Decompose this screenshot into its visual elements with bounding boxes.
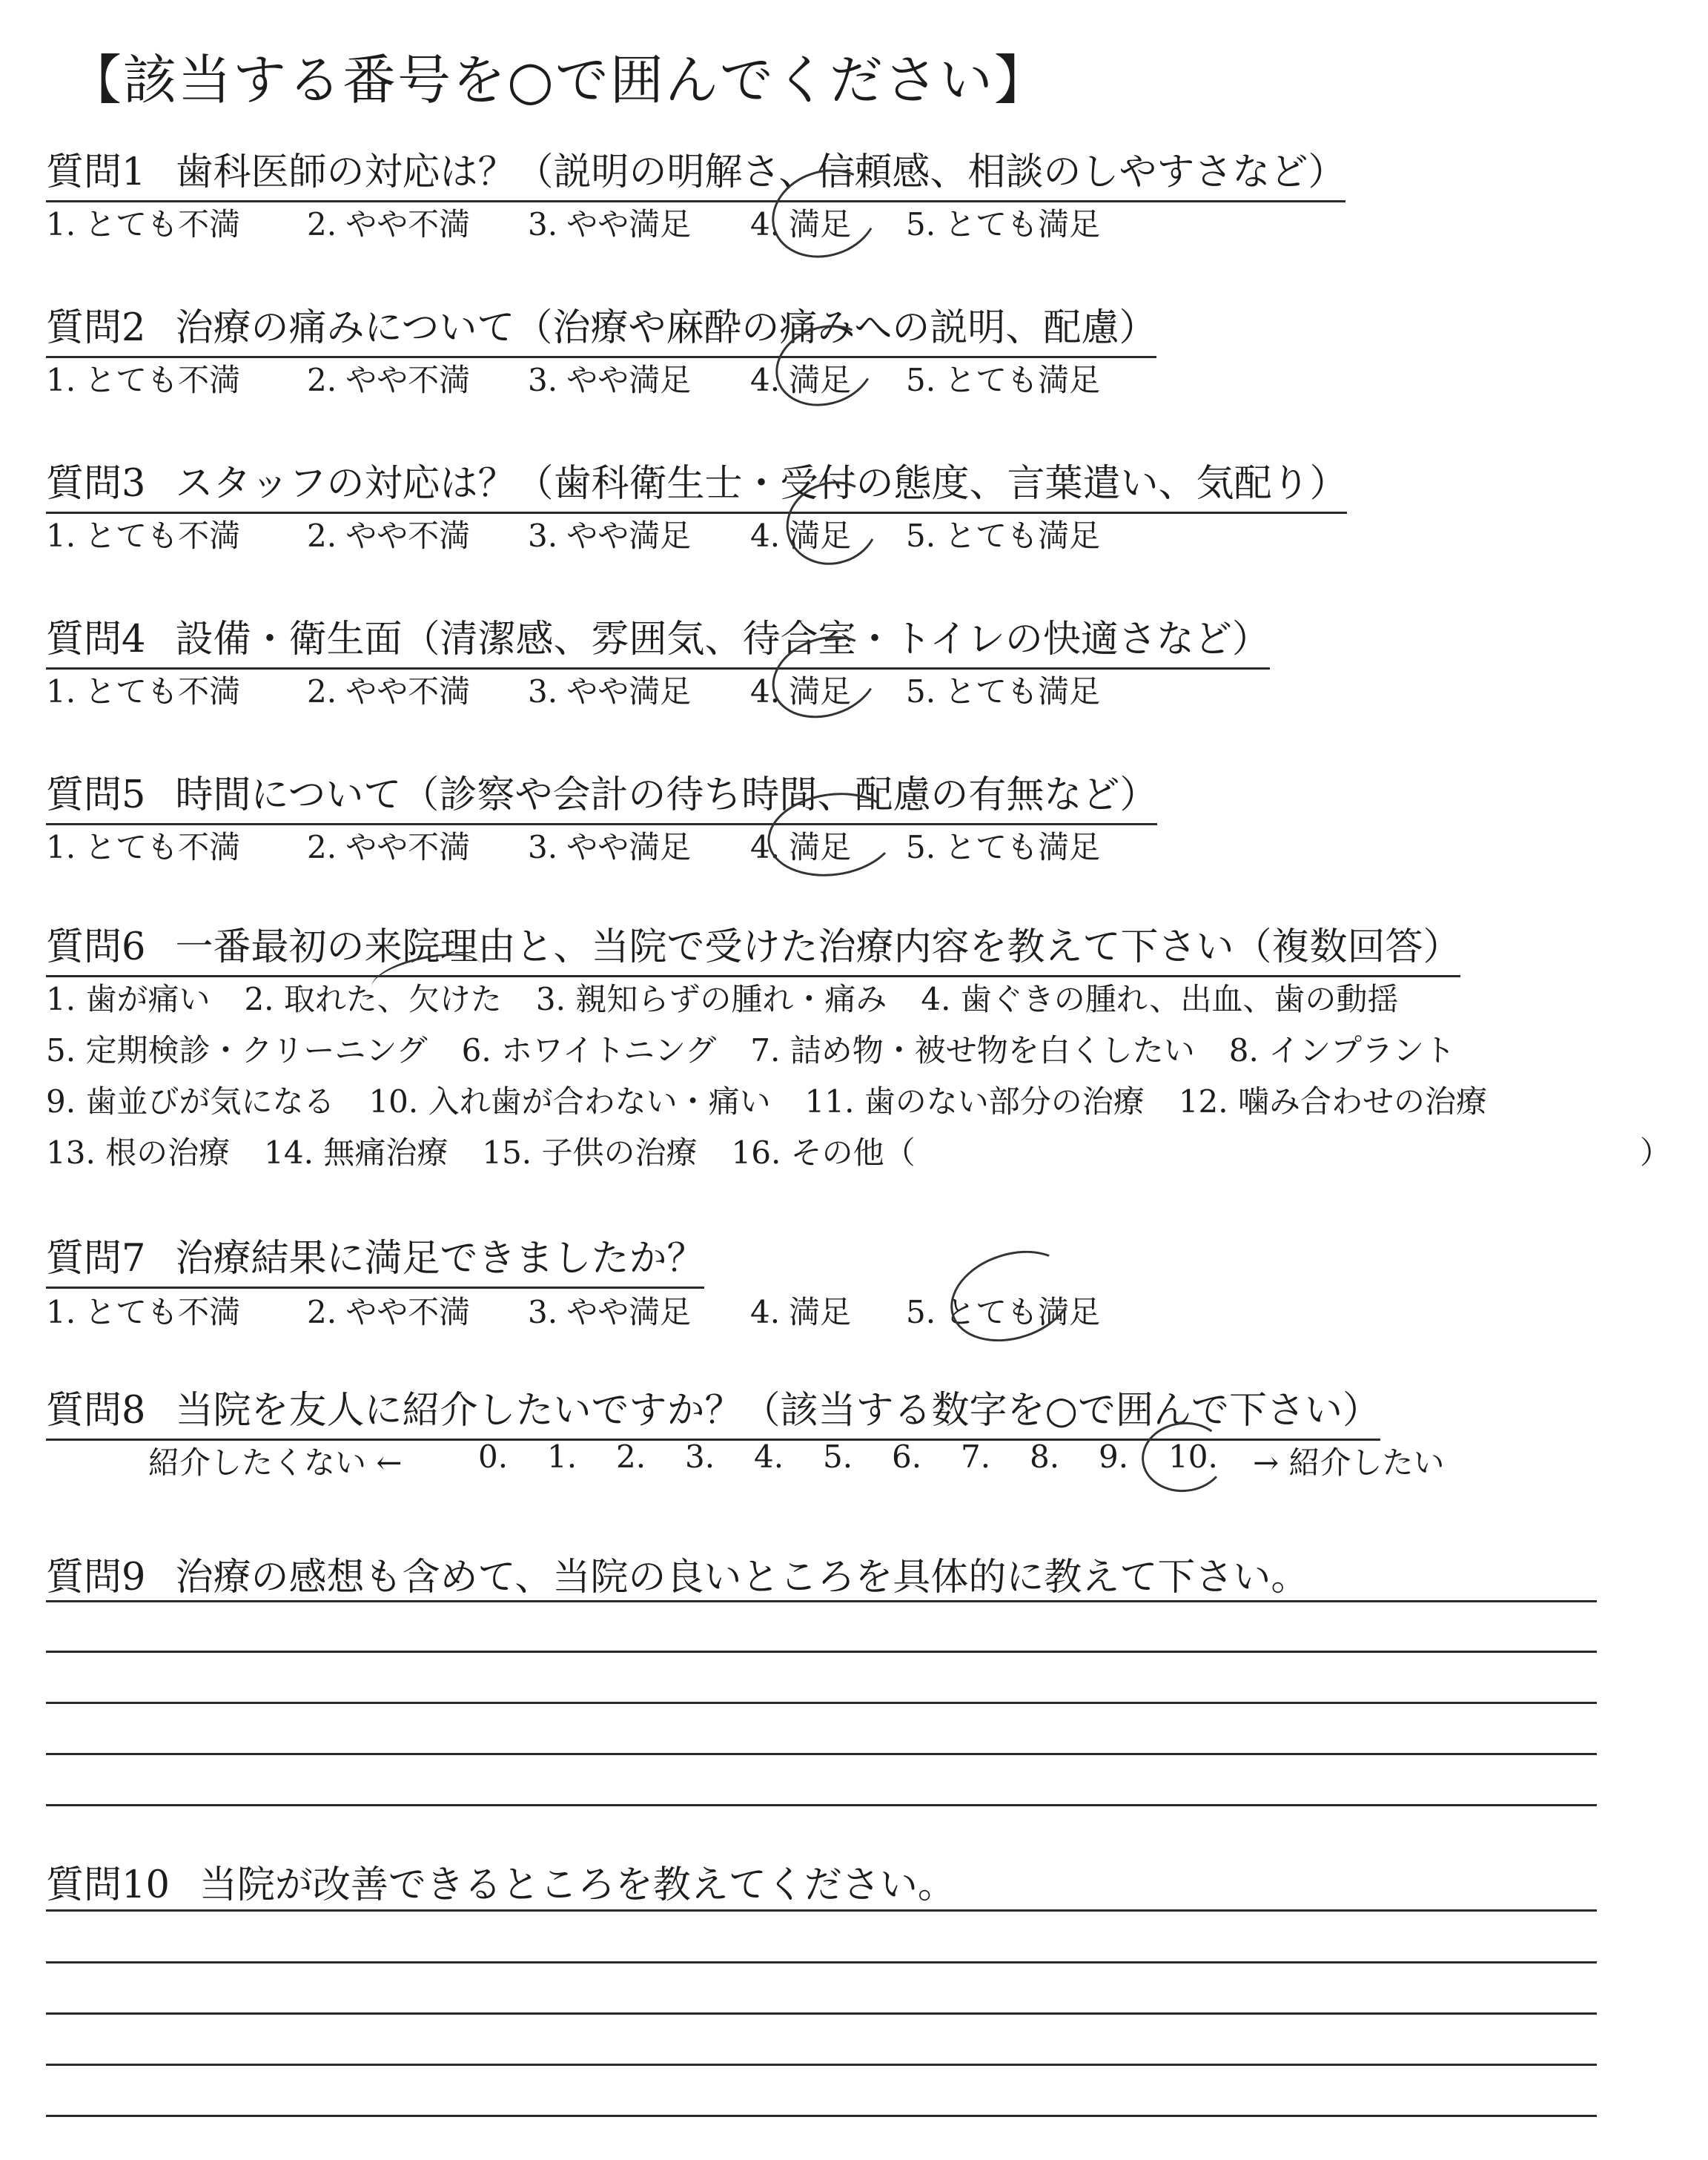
question-6-options-row-2: [46, 1026, 1489, 1071]
question-number: 質問6: [46, 925, 146, 969]
answer-line[interactable]: [46, 2012, 1597, 2015]
option[interactable]: 5. とても満足: [906, 362, 1101, 398]
option[interactable]: 3. やや満足: [528, 829, 692, 865]
question-7-title: [46, 1227, 704, 1289]
option[interactable]: 4. 満足: [750, 829, 852, 865]
scale-option[interactable]: 8.: [1030, 1439, 1060, 1475]
option[interactable]: 3. やや満足: [528, 362, 692, 398]
question-10-title: [46, 1854, 956, 1913]
option[interactable]: 14. 無痛治療: [264, 1135, 448, 1171]
question-6-options-row-1: [46, 975, 1432, 1020]
question-2-title: [46, 297, 1156, 358]
option[interactable]: 11. 歯のない部分の治療: [804, 1083, 1145, 1120]
scale-right-label: → 紹介したい: [1253, 1444, 1445, 1481]
question-number: 質問3: [46, 462, 146, 506]
question-number: 質問7: [46, 1237, 146, 1281]
option[interactable]: 1. とても不満: [46, 829, 241, 865]
scale-option[interactable]: 2.: [616, 1439, 646, 1475]
option[interactable]: 5. とても満足: [906, 206, 1101, 242]
question-number: 質問10: [46, 1863, 170, 1907]
scale-option[interactable]: 5.: [823, 1439, 853, 1475]
question-number: 質問2: [46, 306, 146, 350]
option[interactable]: 1. とても不満: [46, 362, 241, 398]
question-text: 治療の感想も含めて、当院の良いところを具体的に教えて下さい。: [175, 1556, 1309, 1599]
option[interactable]: 3. やや満足: [528, 1294, 692, 1330]
option[interactable]: 2. やや不満: [307, 206, 471, 242]
question-4-title: [46, 608, 1270, 670]
option[interactable]: 1. とても不満: [46, 673, 241, 710]
option[interactable]: 6. ホワイトニング: [461, 1032, 717, 1069]
option[interactable]: 12. 噛み合わせの治療: [1178, 1083, 1487, 1120]
option[interactable]: 5. 定期検診・クリーニング: [46, 1032, 428, 1069]
selection-circle: [939, 1235, 1085, 1356]
option[interactable]: 2. やや不満: [307, 518, 471, 554]
answer-line[interactable]: [46, 2115, 1597, 2117]
option[interactable]: 3. やや満足: [528, 206, 692, 242]
option[interactable]: 13. 根の治療: [46, 1135, 231, 1171]
scale-option[interactable]: 0.: [478, 1439, 509, 1475]
question-text: スタッフの対応は？（歯科衛生士・受付の態度、言葉遣い、気配り）: [175, 462, 1348, 506]
question-text: 時間について（診察や会計の待ち時間、配慮の有無など）: [175, 773, 1158, 817]
answer-line[interactable]: [46, 2064, 1597, 2066]
option[interactable]: 4. 歯ぐきの腫れ、出血、歯の動揺: [921, 981, 1399, 1017]
question-number: 質問9: [46, 1556, 146, 1599]
question-9-title: [46, 1546, 1308, 1605]
scale-option[interactable]: 9.: [1099, 1439, 1129, 1475]
option[interactable]: 4. 満足: [750, 362, 852, 398]
answer-line[interactable]: [46, 1600, 1597, 1602]
question-1-title: [46, 141, 1345, 202]
question-3-title: [46, 452, 1347, 514]
question-number: 質問8: [46, 1389, 146, 1433]
question-text: 歯科医師の対応は？（説明の明解さ、信頼感、相談のしやすさなど）: [175, 151, 1346, 194]
option[interactable]: 10. 入れ歯が合わない・痛い: [368, 1083, 771, 1120]
question-5-title: [46, 764, 1157, 825]
other-close-paren: ）: [1640, 1135, 1672, 1171]
option[interactable]: 5. とても満足: [906, 829, 1101, 865]
question-number: 質問4: [46, 618, 146, 661]
option[interactable]: 2. やや不満: [307, 362, 471, 398]
answer-line[interactable]: [46, 1753, 1597, 1755]
scale-option[interactable]: 3.: [685, 1439, 715, 1475]
answer-line[interactable]: [46, 1961, 1597, 1964]
option[interactable]: 7. 詰め物・被せ物を白くしたい: [750, 1032, 1195, 1069]
answer-line[interactable]: [46, 1804, 1597, 1806]
option[interactable]: 8. インプラント: [1228, 1032, 1456, 1069]
question-text: 一番最初の来院理由と、当院で受けた治療内容を教えて下さい（複数回答）: [175, 925, 1461, 969]
option[interactable]: 2. やや不満: [307, 673, 471, 710]
answer-line[interactable]: [46, 1909, 1597, 1912]
option[interactable]: 5. とても満足: [906, 1294, 1101, 1330]
scale-option[interactable]: 1.: [547, 1439, 577, 1475]
option[interactable]: 3. やや満足: [528, 673, 692, 710]
option[interactable]: 4. 満足: [750, 518, 852, 554]
option[interactable]: 1. とても不満: [46, 518, 241, 554]
option[interactable]: 15. 子供の治療: [482, 1135, 698, 1171]
option[interactable]: 2. 取れた、欠けた: [244, 981, 502, 1017]
scale-option[interactable]: 10.: [1168, 1439, 1218, 1475]
scale-option[interactable]: 6.: [892, 1439, 922, 1475]
question-6-options-row-3: [46, 1077, 1521, 1122]
question-6-title: [46, 916, 1460, 977]
scale-option[interactable]: 4.: [754, 1439, 784, 1475]
option[interactable]: 1. とても不満: [46, 1294, 241, 1330]
option[interactable]: 4. 満足: [750, 1294, 852, 1330]
question-text: 当院を友人に紹介したいですか？（該当する数字を○で囲んで下さい）: [175, 1389, 1380, 1433]
question-number: 質問1: [46, 151, 146, 194]
question-text: 当院が改善できるところを教えてください。: [199, 1863, 956, 1907]
question-8-scale: [148, 1439, 1497, 1481]
answer-line[interactable]: [46, 1651, 1597, 1653]
option[interactable]: 9. 歯並びが気になる: [46, 1083, 335, 1120]
option[interactable]: 2. やや不満: [307, 1294, 471, 1330]
scale-left-label: 紹介したくない ←: [148, 1444, 403, 1481]
option[interactable]: 3. やや満足: [528, 518, 692, 554]
question-number: 質問5: [46, 773, 146, 817]
question-text: 治療の痛みについて（治療や麻酔の痛みへの説明、配慮）: [175, 306, 1157, 350]
option[interactable]: 5. とても満足: [906, 673, 1101, 710]
option[interactable]: 1. とても不満: [46, 206, 241, 242]
option[interactable]: 3. 親知らずの腫れ・痛み: [535, 981, 887, 1017]
option[interactable]: 4. 満足: [750, 206, 852, 242]
page-title: 【該当する番号を○で囲んでください】: [68, 49, 1049, 111]
option[interactable]: 2. やや不満: [307, 829, 471, 865]
option[interactable]: 4. 満足: [750, 673, 852, 710]
answer-line[interactable]: [46, 1702, 1597, 1704]
question-6-options-row-4: [46, 1129, 1677, 1173]
option[interactable]: 16. その他（: [731, 1135, 916, 1171]
question-text: 設備・衛生面（清潔感、雰囲気、待合室・トイレの快適さなど）: [175, 618, 1270, 661]
question-text: 治療結果に満足できましたか？: [175, 1237, 705, 1281]
scale-option[interactable]: 7.: [961, 1439, 991, 1475]
option[interactable]: 5. とても満足: [906, 518, 1101, 554]
option[interactable]: 1. 歯が痛い: [46, 981, 211, 1017]
